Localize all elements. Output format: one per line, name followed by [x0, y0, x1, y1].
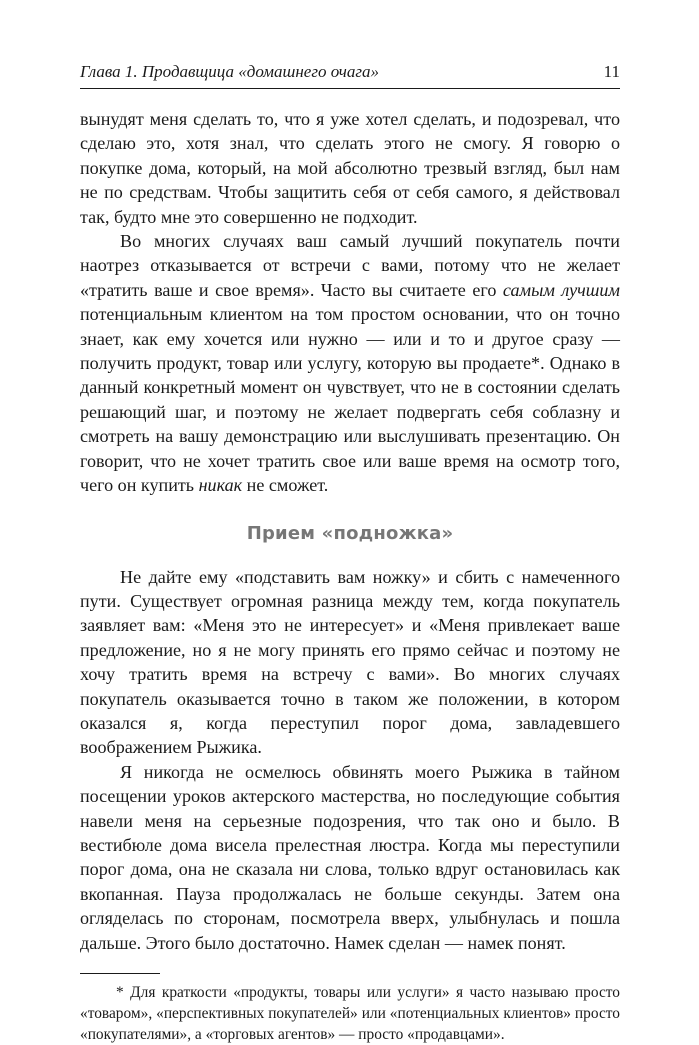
- section-heading: Прием «подножка»: [246, 522, 454, 544]
- book-page: [80, 62, 620, 1045]
- paragraph-2-part-c: потенциальным клиентом на том простом основании, что он точно знает, как ему хочется или нужно — или и то и другое сразу — получить продукт, товар или услугу, которую вы продаете*. Однако в данный конкретный момент он чувствует, что не в состоянии сделать решающий шаг, и поэтому не желает подвергать себя соблазну и смотреть на вашу демонстрацию или выслушивать презентацию. Он говорит, что не хочет тратить свое или ваше время на осмотр того, чего он купить: [80, 304, 620, 496]
- page-number: 11: [603, 62, 620, 81]
- paragraph-2-part-a: Во многих случаях ваш самый лучший покупатель почти наотрез отказывается от встречи с вами, потому что не желает «тратить ваше и свое время». Часто вы считаете его: [80, 231, 620, 300]
- emphasis-best: самым лучшим: [502, 279, 620, 300]
- chapter-title: Глава 1. Продавщица «домашнего очага»: [80, 62, 380, 81]
- page-body: [80, 107, 620, 1045]
- paragraph-2-part-e: не сможет.: [242, 475, 329, 496]
- paragraph-2: [80, 229, 620, 497]
- footnote-divider: [80, 973, 160, 974]
- paragraph-4: Я никогда не осмелюсь обвинять моего Рыжика в тайном посещении уроков актерского мастерства, но последующие события навели меня на серьезные подозрения, что так оно и было. В вестибюле дома висела прелестная люстра. Когда мы переступили порог дома, она не сказала ни слова, только вдруг остановилась как вкопанная. Пауза продолжалась не больше секунды. Затем она огляделась по сторонам, посмотрела вверх, улыбнулась и пошла дальше. Этого было достаточно. Намек сделан — намек понят.: [80, 761, 620, 953]
- emphasis-never: никак: [198, 475, 243, 496]
- running-header: [80, 62, 620, 89]
- paragraph-1: вынудят меня сделать то, что я уже хотел сделать, и подозревал, что сделаю это, хотя знал, что сделать этого не смогу. Я говорю о покупке дома, который, на мой абсолютно трезвый взгляд, был нам не по средствам. Чтобы защитить себя от себя самого, я действовал так, будто мне это совершенно не подходит.: [80, 109, 620, 227]
- footnote: * Для краткости «продукты, товары или услуги» я часто называю просто «товаром», «перспективных покупателей» или «потенциальных клиентов» просто «покупателями», а «торговых агентов» — просто «продавцами».: [80, 984, 620, 1043]
- paragraph-3: Не дайте ему «подставить вам ножку» и сбить с намеченного пути. Существует огромная разница между тем, когда покупатель заявляет вам: «Меня это не интересует» и «Меня привлекает ваше предложение, но я не могу принять его прямо сейчас и поэтому не хочу тратить время на встречу с вами». Во многих случаях покупатель оказывается точно в таком же положении, в котором оказался я, когда переступил порог дома, завладевшего воображением Рыжика.: [80, 566, 620, 758]
